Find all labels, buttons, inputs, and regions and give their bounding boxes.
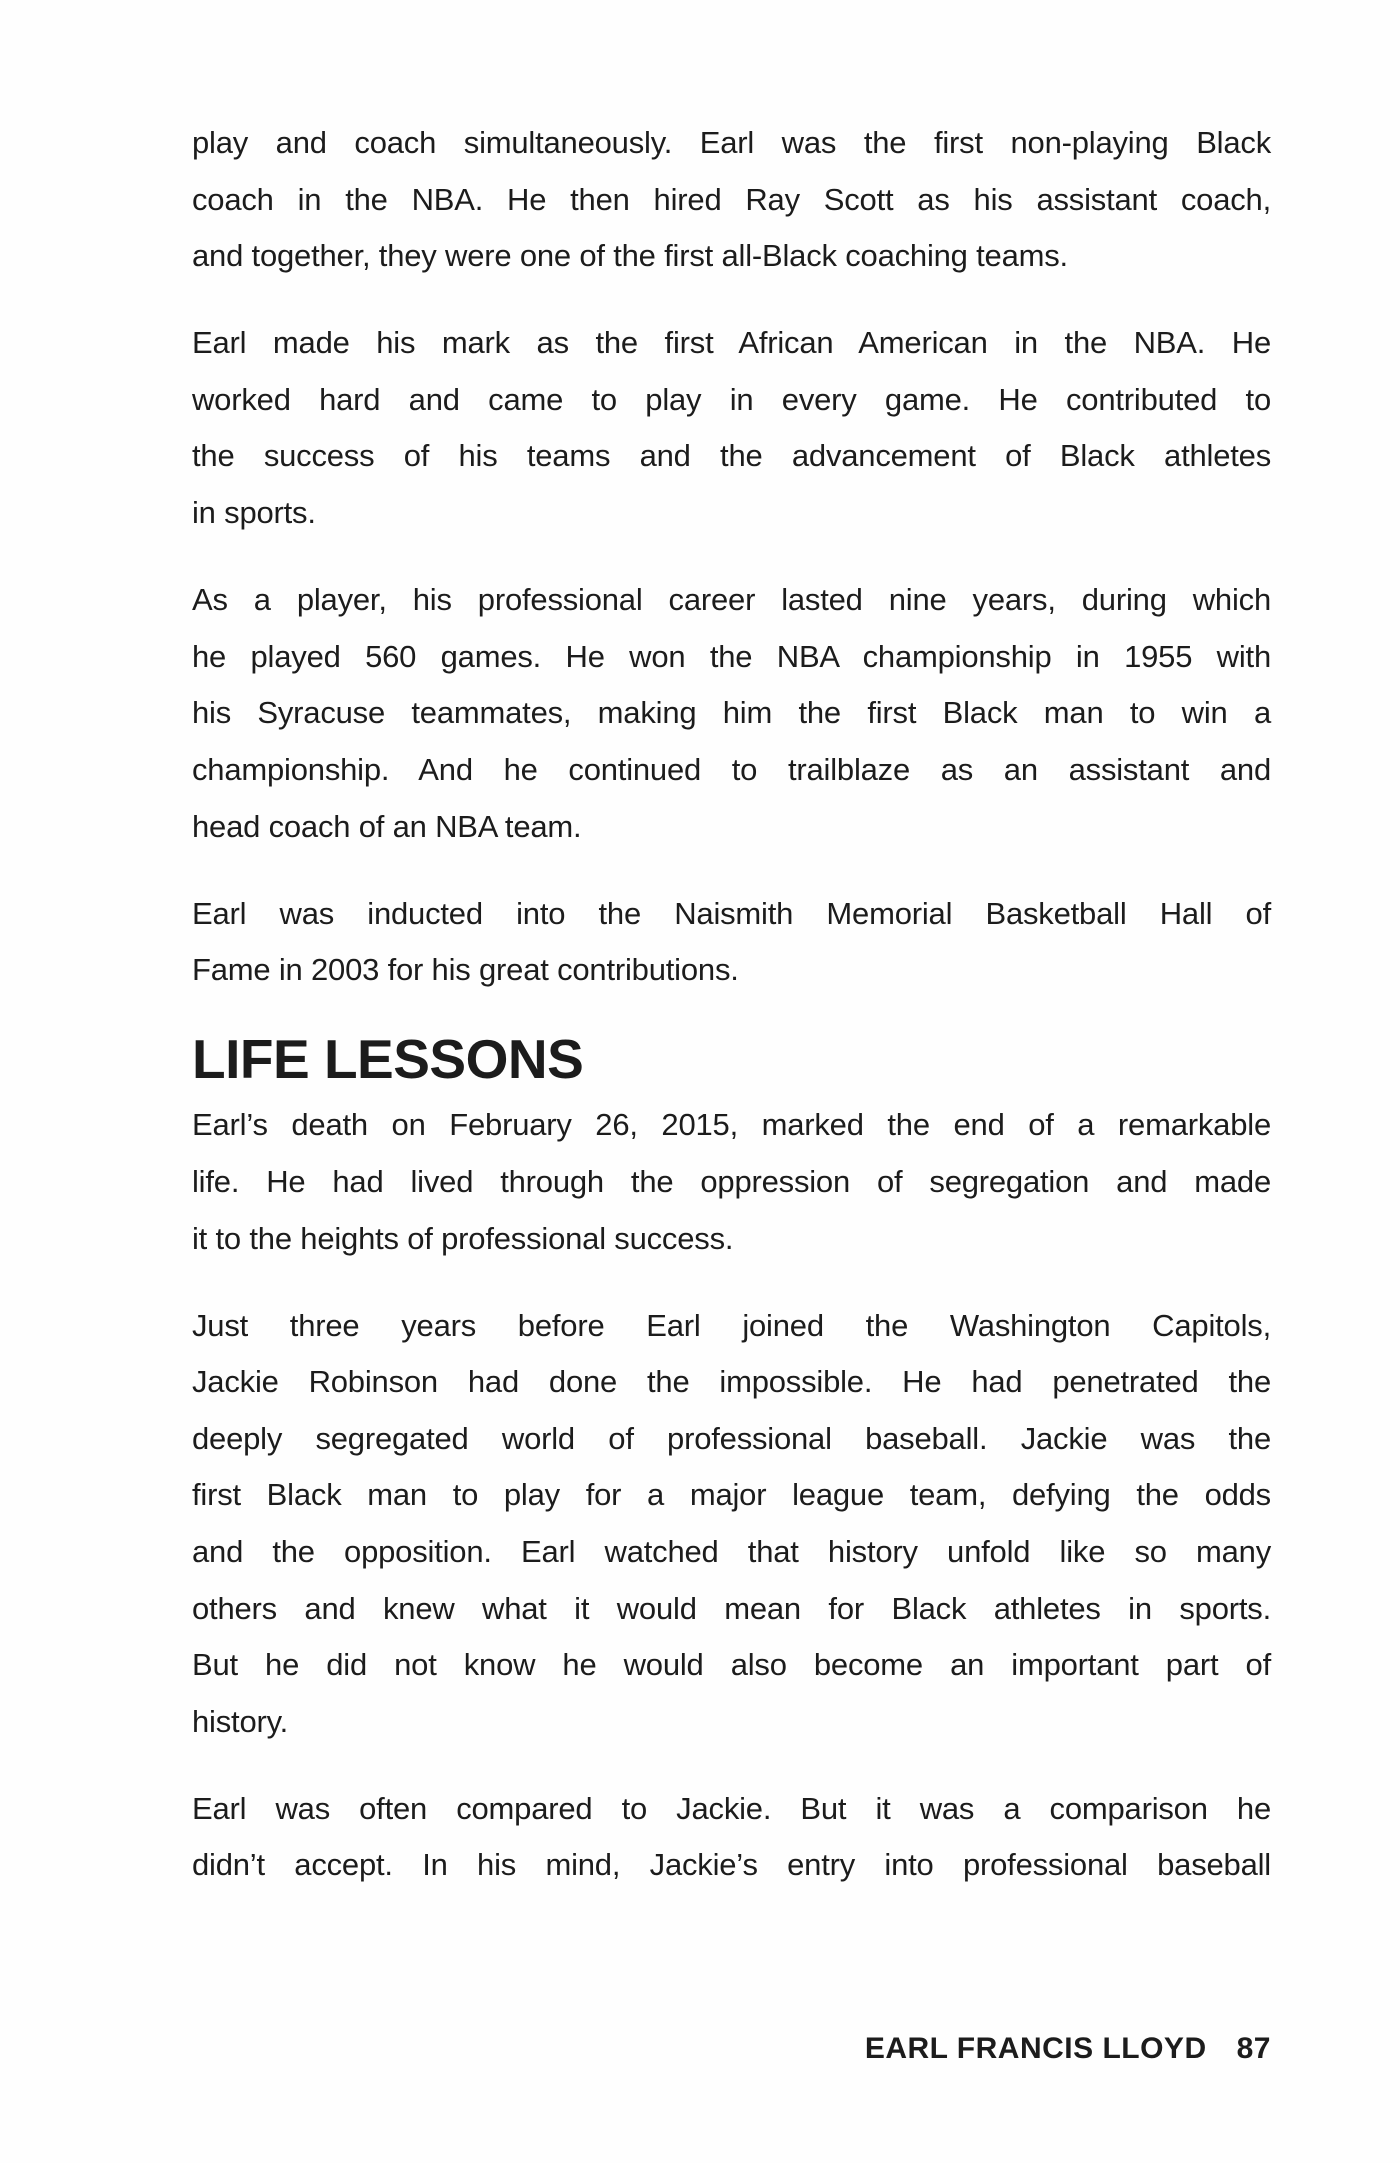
text-line: worked hard and came to play in every game. He contributed to (192, 381, 1271, 417)
text-line: As a player, his professional career lasted nine years, during which (192, 582, 1271, 618)
paragraph (192, 886, 1271, 999)
text-line: But he did not know he would also become an important part of (192, 1647, 1271, 1683)
text-line: Jackie Robinson had done the impossible. He had penetrated the (192, 1364, 1271, 1400)
text-line: it to the heights of professional success. (192, 1220, 734, 1256)
text-line: life. He had lived through the oppression of segregation and made (192, 1163, 1271, 1199)
text-line: championship. And he continued to trailblaze as an assistant and (192, 751, 1271, 787)
text-line: coach in the NBA. He then hired Ray Scott as his assistant coach, (192, 181, 1271, 217)
paragraph (192, 115, 1271, 285)
paragraph (192, 1298, 1271, 1751)
text-line: Earl was often compared to Jackie. But it was a comparison he (192, 1790, 1271, 1826)
running-title: EARL FRANCIS LLOYD (864, 2032, 1207, 2065)
text-line: deeply segregated world of professional baseball. Jackie was the (192, 1420, 1271, 1456)
text-line: the success of his teams and the advancement of Black athletes (192, 438, 1271, 474)
text-line: Earl made his mark as the first African American in the NBA. He (192, 325, 1271, 361)
text-line: his Syracuse teammates, making him the first Black man to win a (192, 695, 1271, 731)
text-line: Earl was inducted into the Naismith Memorial Basketball Hall of (192, 895, 1271, 931)
page-number: 87 (1236, 2032, 1271, 2065)
text-line: others and knew what it would mean for Black athletes in sports. (192, 1590, 1271, 1626)
paragraph (192, 1097, 1271, 1267)
text-line: Fame in 2003 for his great contributions. (192, 952, 739, 988)
text-line: first Black man to play for a major league team, defying the odds (192, 1477, 1271, 1513)
paragraph (192, 572, 1271, 855)
text-line: play and coach simultaneously. Earl was the first non-playing Black (192, 125, 1271, 160)
text-line: didn’t accept. In his mind, Jackie’s entry into professional baseball (192, 1847, 1271, 1883)
paragraph (192, 315, 1271, 541)
text-line: Just three years before Earl joined the Washington Capitols, (192, 1307, 1271, 1343)
text-column (192, 115, 1271, 1925)
text-line: and the opposition. Earl watched that history unfold like so many (192, 1533, 1271, 1569)
paragraph (192, 1781, 1271, 1894)
text-line: history. (192, 1703, 289, 1739)
text-line: in sports. (192, 495, 316, 531)
text-line: and together, they were one of the first all-Black coaching teams. (192, 238, 1068, 274)
section-heading: LIFE LESSONS (192, 1028, 584, 1091)
text-line: he played 560 games. He won the NBA championship in 1955 with (192, 638, 1271, 674)
page-footer (865, 2032, 1271, 2066)
text-line: Earl’s death on February 26, 2015, marked the end of a remarkable (192, 1107, 1271, 1143)
text-line: head coach of an NBA team. (192, 808, 582, 844)
